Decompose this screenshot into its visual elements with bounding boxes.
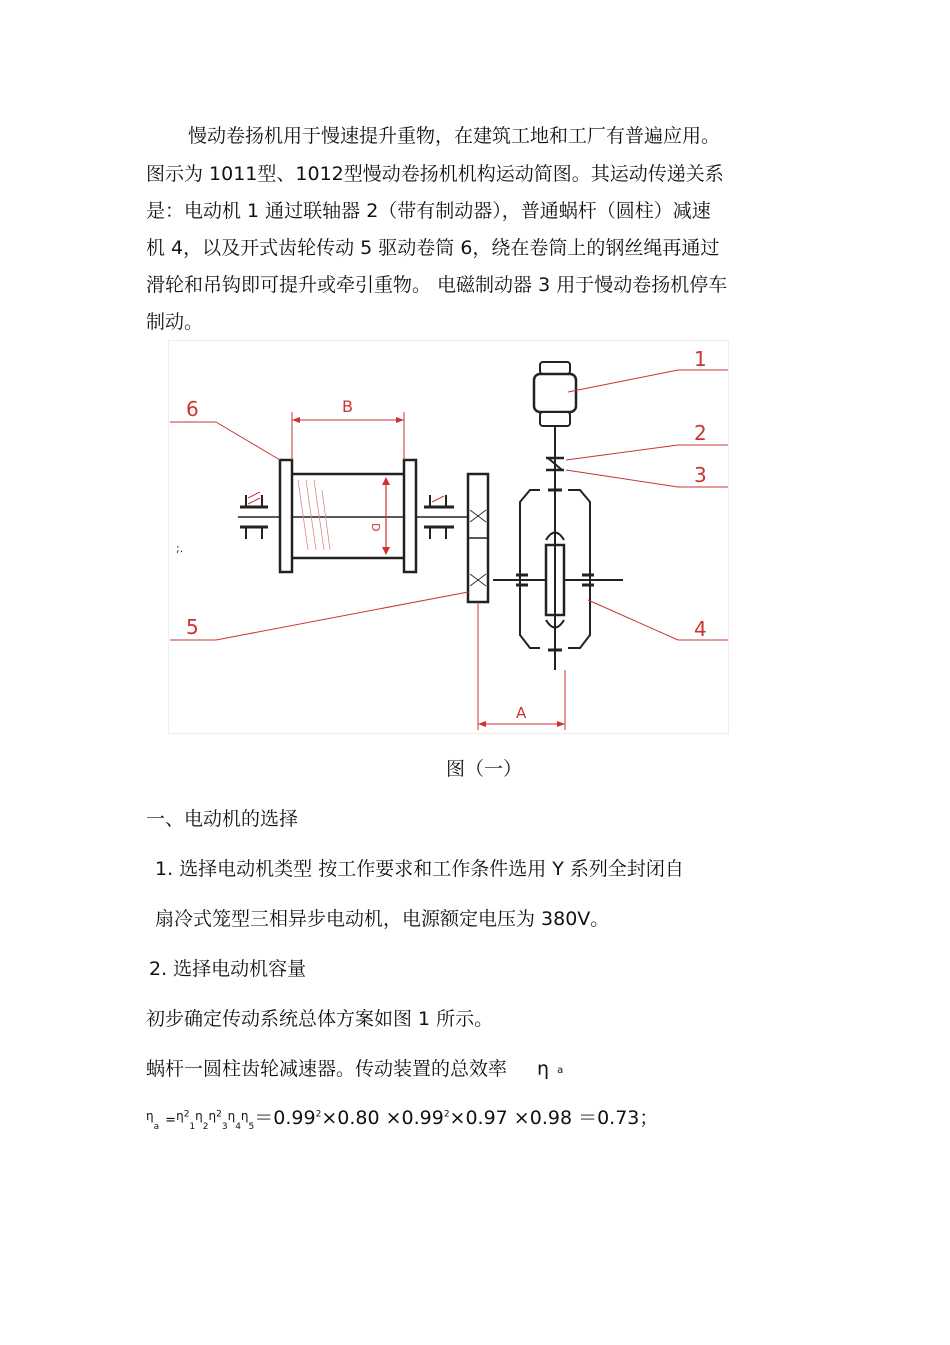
formula-rhs-end: ×0.97 ×0.98 ＝0.73；	[449, 1107, 659, 1129]
efficiency-text: 蜗杆一圆柱齿轮减速器。传动装置的总效率	[146, 1058, 508, 1080]
label-5: 5	[186, 615, 199, 639]
factor-sub-4: 4	[235, 1121, 241, 1132]
dim-d-label: D	[369, 523, 382, 532]
paragraph-line-4: 机 4，以及开式齿轮传动 5 驱动卷筒 6，绕在卷筒上的钢丝绳再通过	[146, 237, 720, 259]
factor-sub-3: 3	[221, 1121, 228, 1132]
item-1-line-1: 1. 选择电动机类型 按工作要求和工作条件选用 Y 系列全封闭自	[155, 858, 684, 880]
label-3: 3	[694, 463, 707, 487]
paragraph-line-1: 慢动卷扬机用于慢速提升重物，在建筑工地和工厂有普遍应用。	[188, 125, 721, 147]
item-2-heading: 2. 选择电动机容量	[149, 958, 307, 980]
eta-subscript: a	[557, 1065, 564, 1076]
paragraph-scheme: 初步确定传动系统总体方案如图 1 所示。	[146, 1008, 494, 1030]
paragraph-efficiency	[146, 1057, 563, 1085]
factor-eta-3: η	[208, 1109, 217, 1123]
label-1: 1	[694, 347, 707, 371]
diagram-svg	[168, 340, 729, 734]
formula-lhs-sub: a	[153, 1121, 160, 1132]
paragraph-line-2: 图示为 1011型、1012型慢动卷扬机机构运动简图。其运动传递关系	[146, 163, 724, 185]
formula-rhs-mid: ×0.80 ×0.99	[321, 1107, 444, 1129]
paragraph-line-5: 滑轮和吊钩即可提升或牵引重物。 电磁制动器 3 用于慢动卷扬机停车	[146, 274, 728, 296]
open-gear-5	[468, 474, 488, 602]
paragraph-line-3: 是：电动机 1 通过联轴器 2（带有制动器），普通蜗杆（圆柱）减速	[146, 200, 711, 222]
formula-eq: =	[165, 1113, 177, 1128]
factor-sub-1: 1	[189, 1121, 196, 1132]
efficiency-formula	[146, 1103, 658, 1132]
factor-sub-2: 2	[202, 1121, 209, 1132]
label-6: 6	[186, 397, 199, 421]
factor-eta-2: η	[195, 1109, 203, 1123]
formula-lhs-eta: η	[146, 1109, 154, 1123]
section-heading: 一、电动机的选择	[146, 808, 299, 830]
figure-caption: 图（一）	[446, 758, 523, 780]
factor-eta-1: η	[176, 1109, 184, 1123]
formula-rhs-sup-2: 2	[443, 1109, 450, 1120]
eta-symbol: η	[537, 1058, 550, 1080]
factor-sup-3: 2	[216, 1109, 222, 1120]
winch-kinematic-diagram	[168, 340, 729, 734]
formula-rhs: ＝0.99	[254, 1107, 316, 1129]
dim-b-label: B	[342, 397, 353, 416]
formula-rhs-sup-1: 2	[315, 1109, 322, 1120]
factor-eta-4: η	[227, 1109, 236, 1123]
item-1-line-2: 扇冷式笼型三相异步电动机，电源额定电压为 380V。	[155, 908, 610, 930]
factor-sub-5: 5	[248, 1121, 255, 1132]
paragraph-line-6: 制动。	[146, 311, 204, 333]
factor-sup-1: 2	[183, 1109, 190, 1120]
label-2: 2	[694, 421, 707, 445]
stray-mark: ;.	[176, 542, 184, 555]
factor-eta-5: η	[240, 1109, 249, 1123]
label-4: 4	[694, 617, 707, 641]
dim-a-label: A	[516, 704, 527, 722]
